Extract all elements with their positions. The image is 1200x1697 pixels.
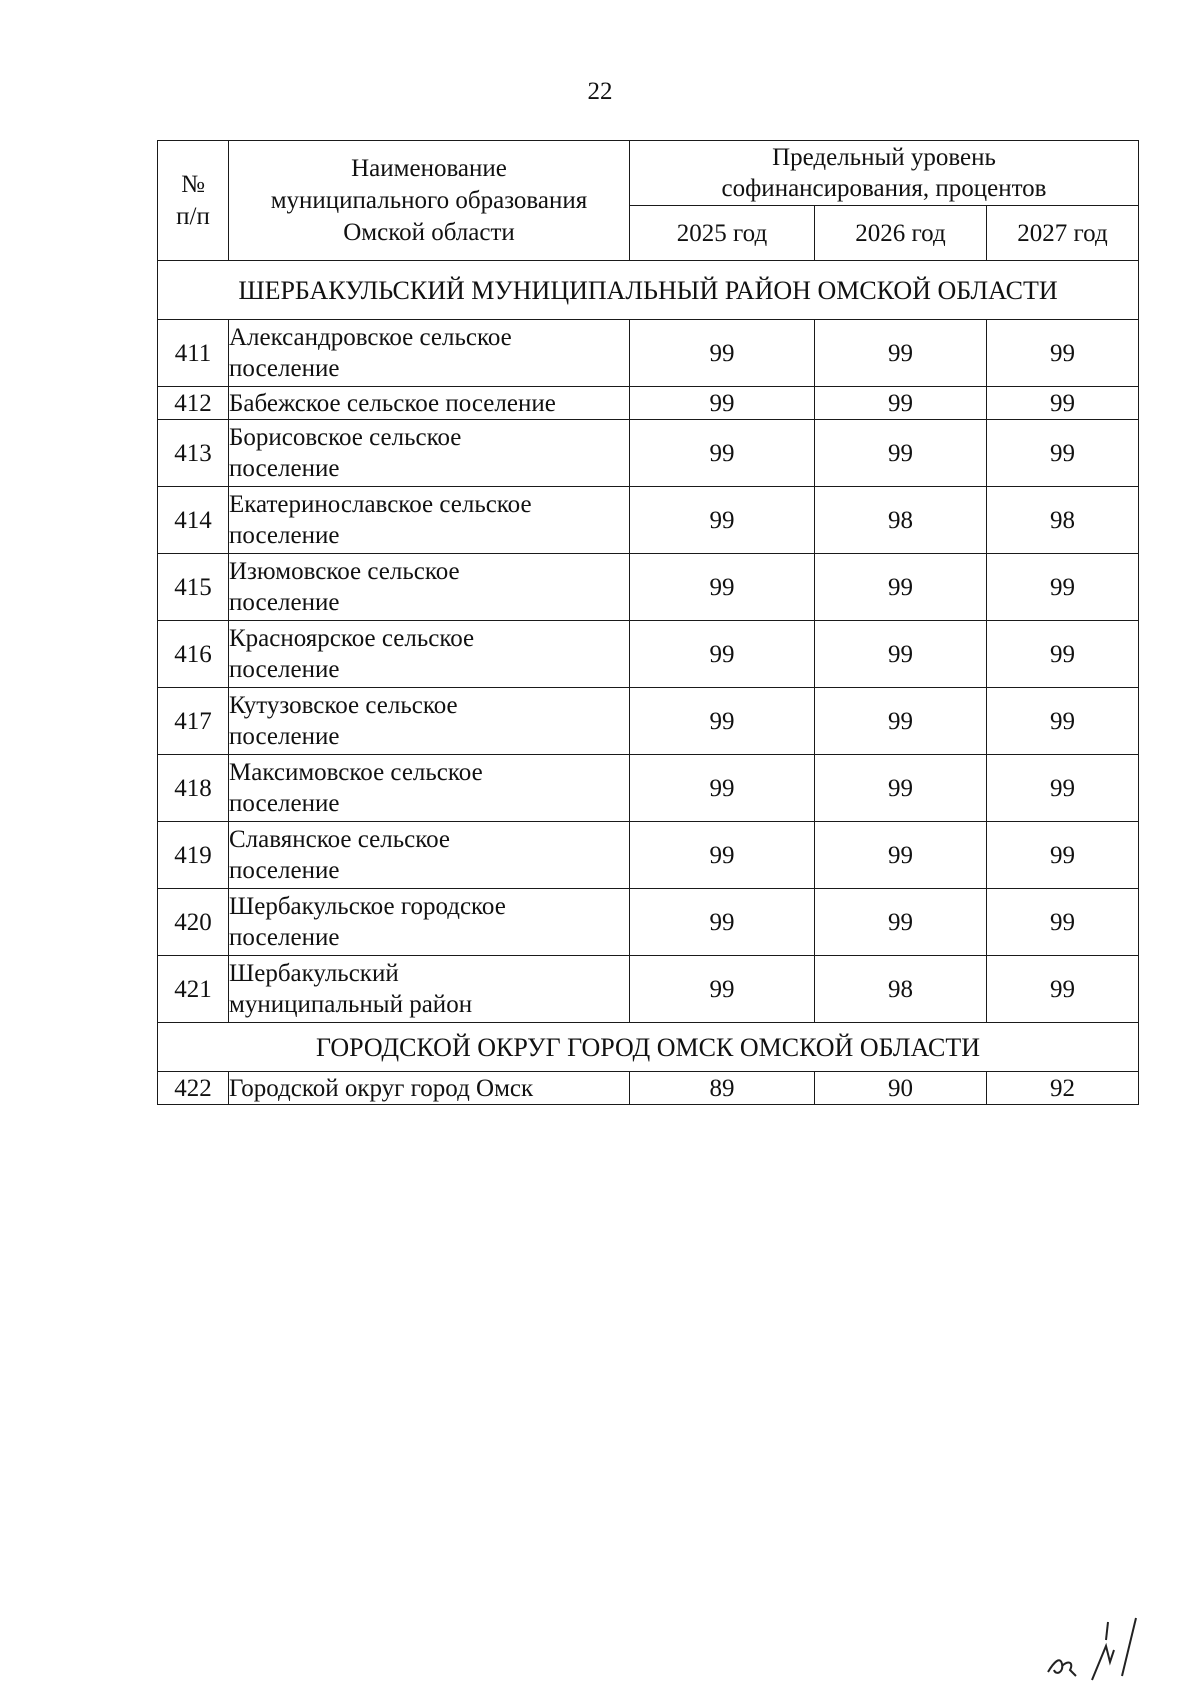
municipality-name [229, 320, 630, 387]
value-2026: 99 [815, 688, 987, 755]
municipality-name-line1: Екатеринославское сельское [229, 491, 532, 518]
table-row [158, 1072, 1139, 1105]
value-2025: 99 [630, 621, 815, 688]
value-2025: 99 [630, 487, 815, 554]
value-2026: 99 [815, 320, 987, 387]
table-row [158, 621, 1139, 688]
value-2026: 99 [815, 387, 987, 420]
row-number: 421 [158, 956, 229, 1023]
value-2025: 99 [630, 822, 815, 889]
header-year-2025: 2025 год [630, 206, 815, 261]
value-2025: 99 [630, 688, 815, 755]
value-2027: 98 [987, 487, 1139, 554]
value-2027: 99 [987, 387, 1139, 420]
municipality-name-line1: Славянское сельское [229, 826, 450, 853]
municipality-name-line1: Красноярское сельское [229, 625, 475, 652]
table-row [158, 889, 1139, 956]
value-2026: 98 [815, 487, 987, 554]
table-row [158, 755, 1139, 822]
municipality-name [229, 487, 630, 554]
municipality-name-line2: поселение [229, 355, 340, 382]
header-group-line2: софинансирования, процентов [721, 175, 1047, 202]
table-header [158, 141, 1139, 261]
header-year-2027: 2027 год [987, 206, 1139, 261]
value-2026: 99 [815, 822, 987, 889]
table-row [158, 688, 1139, 755]
header-name [229, 141, 630, 261]
municipality-name-line1: Борисовское сельское [229, 424, 462, 451]
value-2026: 90 [815, 1072, 987, 1105]
header-name-line2: муниципального образования [270, 186, 588, 214]
municipality-name [229, 755, 630, 822]
table-row [158, 956, 1139, 1023]
value-2025: 99 [630, 755, 815, 822]
municipality-name [229, 621, 630, 688]
section-header-row [158, 1023, 1139, 1072]
value-2027: 99 [987, 688, 1139, 755]
cofinancing-table [157, 140, 1139, 1105]
page-number: 22 [587, 78, 613, 105]
row-number: 412 [158, 387, 229, 420]
value-2026: 99 [815, 889, 987, 956]
value-2026: 99 [815, 554, 987, 621]
header-number [158, 141, 229, 261]
value-2027: 99 [987, 956, 1139, 1023]
value-2026: 98 [815, 956, 987, 1023]
municipality-name-line2: поселение [229, 522, 340, 549]
municipality-name-line2: поселение [229, 656, 340, 683]
header-year-2026: 2026 год [815, 206, 987, 261]
table-row [158, 320, 1139, 387]
value-2027: 99 [987, 822, 1139, 889]
row-number: 416 [158, 621, 229, 688]
value-2026: 99 [815, 621, 987, 688]
row-number: 414 [158, 487, 229, 554]
row-number: 417 [158, 688, 229, 755]
municipality-name-line1: Александровское сельское [229, 324, 512, 351]
municipality-name-line1: Шербакульский [229, 960, 399, 987]
municipality-name-line2: поселение [229, 790, 340, 817]
section-title: ГОРОДСКОЙ ОКРУГ ГОРОД ОМСК ОМСКОЙ ОБЛАСТИ [158, 1023, 1139, 1072]
municipality-name [229, 688, 630, 755]
municipality-name [229, 889, 630, 956]
municipality-name-line2: поселение [229, 589, 340, 616]
value-2025: 99 [630, 420, 815, 487]
value-2025: 99 [630, 889, 815, 956]
value-2025: 89 [630, 1072, 815, 1105]
value-2025: 99 [630, 387, 815, 420]
municipality-name-line2: поселение [229, 857, 340, 884]
row-number: 415 [158, 554, 229, 621]
municipality-name-line1: Максимовское сельское [229, 759, 483, 786]
value-2025: 99 [630, 554, 815, 621]
section-header-row [158, 261, 1139, 320]
municipality-name-line1: Городской округ город Омск [229, 1074, 534, 1102]
value-2026: 99 [815, 755, 987, 822]
row-number: 418 [158, 755, 229, 822]
municipality-name-line1: Бабежское сельское поселение [229, 389, 556, 417]
municipality-name [229, 822, 630, 889]
table-row [158, 487, 1139, 554]
table-row [158, 822, 1139, 889]
value-2027: 99 [987, 320, 1139, 387]
value-2026: 99 [815, 420, 987, 487]
value-2025: 99 [630, 320, 815, 387]
row-number: 422 [158, 1072, 229, 1105]
row-number: 419 [158, 822, 229, 889]
value-2025: 99 [630, 956, 815, 1023]
row-number: 413 [158, 420, 229, 487]
section-title: ШЕРБАКУЛЬСКИЙ МУНИЦИПАЛЬНЫЙ РАЙОН ОМСКОЙ ОБЛАСТИ [158, 261, 1139, 320]
municipality-name-line1: Изюмовское сельское [229, 558, 460, 585]
header-number-abbrev: п/п [176, 202, 210, 230]
header-number-symbol: № [181, 170, 205, 198]
municipality-name-line2: поселение [229, 455, 340, 482]
value-2027: 99 [987, 621, 1139, 688]
municipality-name [229, 387, 630, 420]
value-2027: 92 [987, 1072, 1139, 1105]
municipality-name [229, 420, 630, 487]
value-2027: 99 [987, 420, 1139, 487]
table-row [158, 387, 1139, 420]
row-number: 411 [158, 320, 229, 387]
municipality-name [229, 1072, 630, 1105]
value-2027: 99 [987, 554, 1139, 621]
value-2027: 99 [987, 755, 1139, 822]
header-cofinancing-level [630, 141, 1139, 206]
table-row [158, 554, 1139, 621]
municipality-name-line1: Кутузовское сельское [229, 692, 458, 719]
municipality-name [229, 554, 630, 621]
signature-mark [1040, 1610, 1150, 1682]
municipality-name-line2: муниципальный район [229, 991, 473, 1018]
municipality-name [229, 956, 630, 1023]
municipality-name-line2: поселение [229, 924, 340, 951]
header-group-line1: Предельный уровень [772, 144, 996, 171]
value-2027: 99 [987, 889, 1139, 956]
table-row [158, 420, 1139, 487]
header-name-line1: Наименование [351, 154, 507, 182]
header-name-line3: Омской области [343, 218, 515, 246]
municipality-name-line1: Шербакульское городское [229, 893, 506, 920]
municipality-name-line2: поселение [229, 723, 340, 750]
row-number: 420 [158, 889, 229, 956]
table-body [158, 261, 1139, 1105]
